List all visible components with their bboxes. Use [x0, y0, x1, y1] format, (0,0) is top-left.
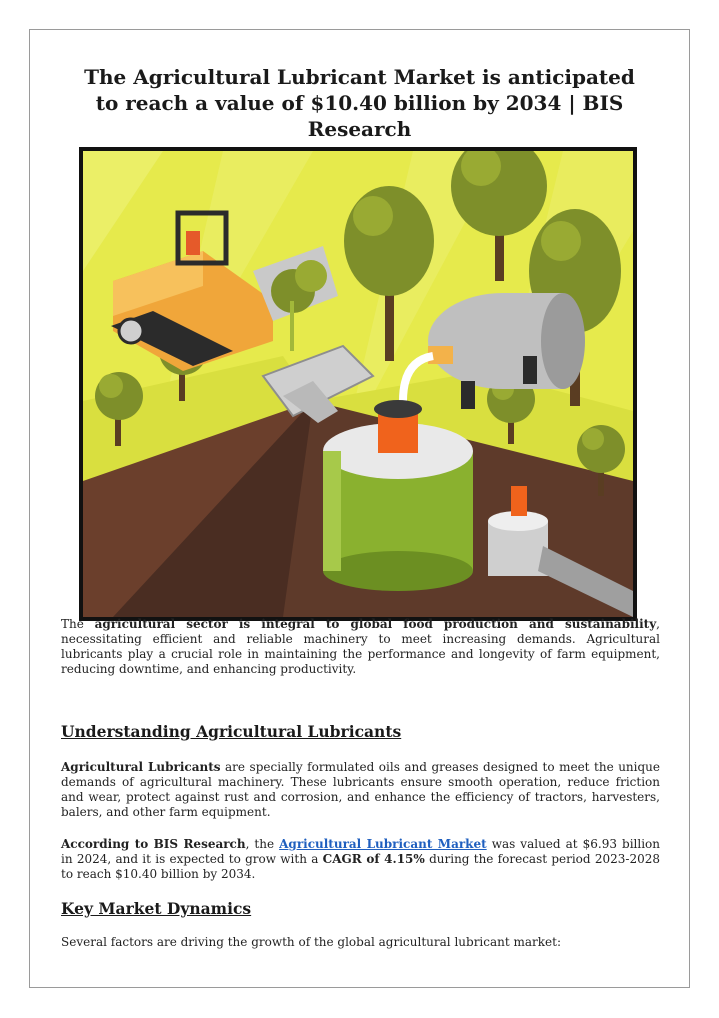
- document-page: [29, 29, 690, 988]
- dynamics-paragraph: Several factors are driving the growth of the global agricultural lubricant market:: [61, 935, 562, 949]
- definition-paragraph: [61, 760, 660, 820]
- source-bold-text: According to BIS Research: [61, 837, 246, 851]
- hero-illustration: [79, 147, 637, 621]
- market-text-b: was valued at $6.93 billion in 2024, and it is expected to grow with a: [61, 837, 660, 866]
- intro-text: The: [61, 617, 95, 631]
- market-value-paragraph: [61, 837, 660, 882]
- intro-text-continued: , necessitating efficient and reliable machinery to meet increasing demands. Agricultural lubricants play a crucial role in maintaining the performance and longevity of farm equipment, reducing downtime, and enhancing productivity.: [61, 617, 660, 676]
- intro-bold-text: agricultural sector is integral to global food production and sustainability: [94, 617, 657, 631]
- definition-text: are specially formulated oils and greases designed to meet the unique demands of agricultural machinery. These lubricants ensure smooth operation, reduce friction and wear, protect against rust and corrosion, and enhance the efficiency of tractors, harvesters, balers, and other farm equipment.: [61, 760, 661, 819]
- cagr-bold-text: CAGR of 4.15%: [322, 852, 425, 866]
- market-text-c: during the forecast period 2023-2028 to reach $10.40 billion by 2034.: [61, 852, 660, 881]
- page-title: The Agricultural Lubricant Market is anticipated to reach a value of $10.40 billion by 2034 | BIS Research: [84, 65, 635, 141]
- heading-key-market-dynamics: Key Market Dynamics: [61, 899, 252, 918]
- definition-bold-text: Agricultural Lubricants: [61, 760, 221, 774]
- lubricant-farm-illustration: [83, 151, 633, 617]
- heading-understanding-lubricants: Understanding Agricultural Lubricants: [61, 722, 402, 741]
- intro-paragraph: [61, 617, 660, 677]
- market-text-a: , the: [245, 837, 280, 851]
- agricultural-lubricant-market-link[interactable]: Agricultural Lubricant Market: [279, 837, 487, 851]
